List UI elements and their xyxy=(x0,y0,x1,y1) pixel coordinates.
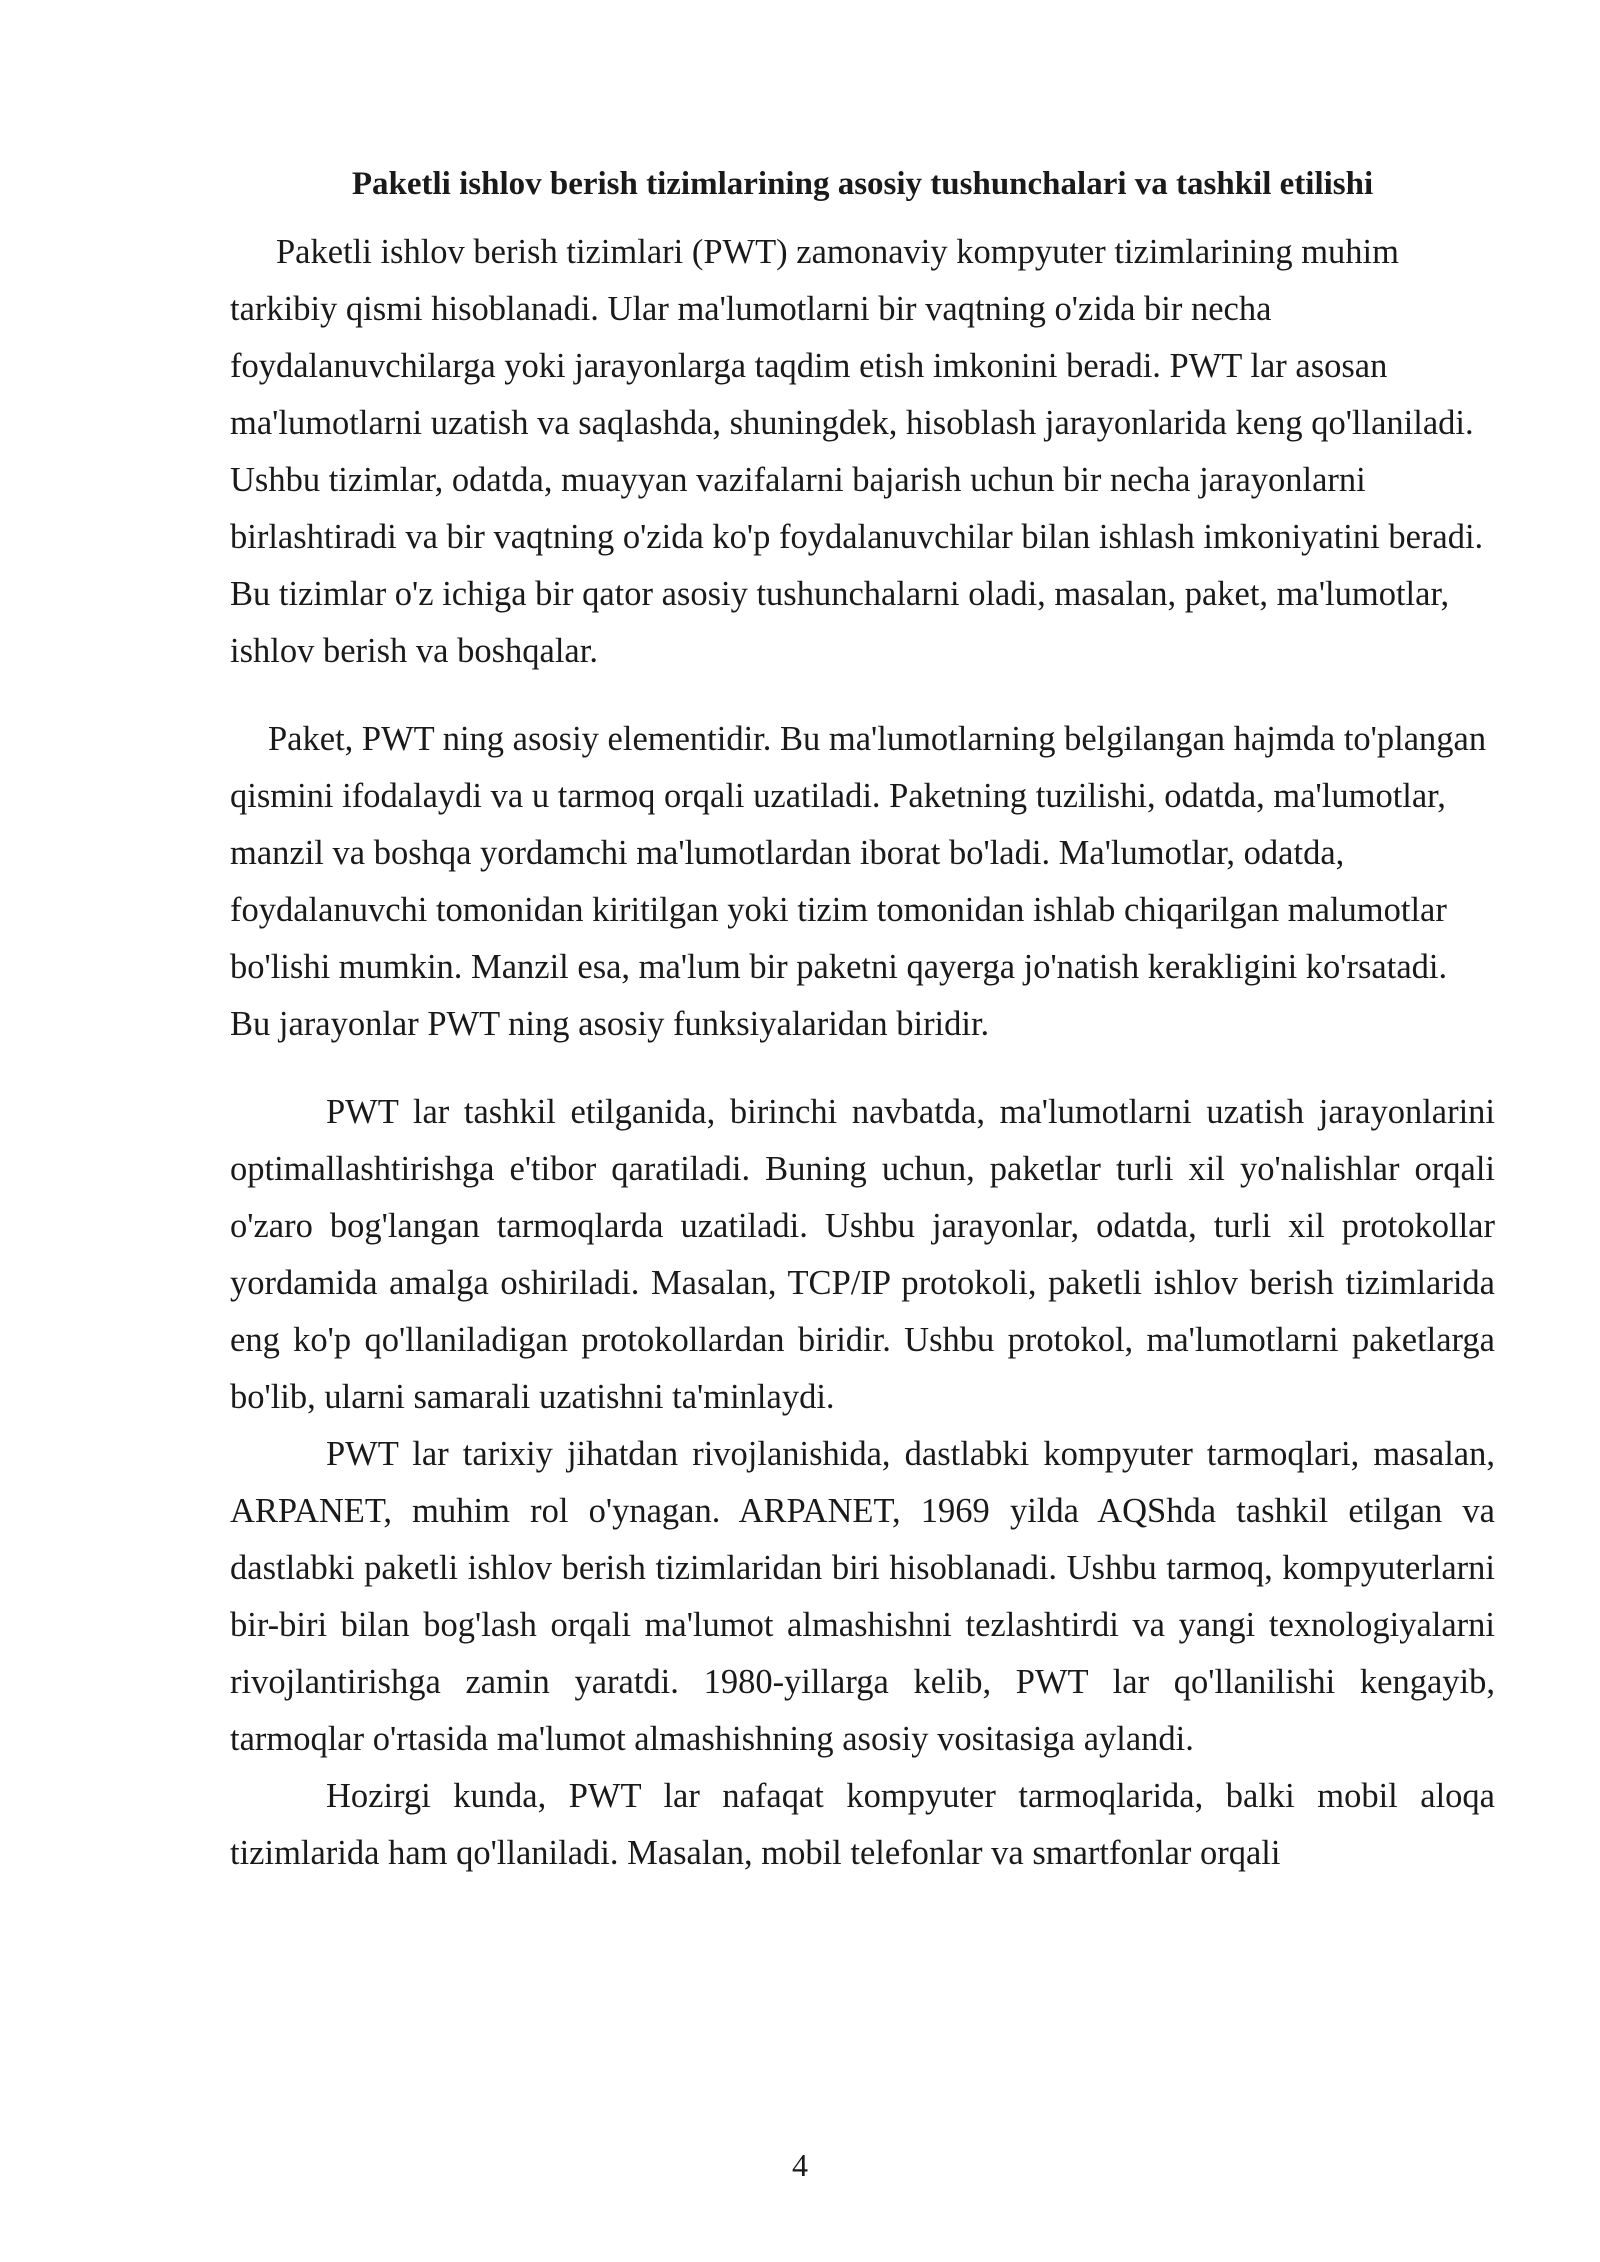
page-number: 4 xyxy=(792,2147,808,2183)
paragraph-2: Paket, PWT ning asosiy elementidir. Bu ma'lumotlarning belgilangan hajmda to'plangan qismini ifodalaydi va u tarmoq orqali uzatiladi. Paketning tuzilishi, odatda, ma'lumotlar, manzil va boshqa yordamchi ma'lumotlardan iborat bo'ladi. Ma'lumotlar, odatda, foydalanuvchi tomonidan kiritilgan yoki tizim tomonidan ishlab chiqarilgan malumotlar bo'lishi mumkin. Manzil esa, ma'lum bir paketni qayerga jo'natish kerakligini ko'rsatadi. Bu jarayonlar PWT ning asosiy funksiyalaridan biridir. xyxy=(230,720,1487,1043)
document-page xyxy=(230,150,1495,1882)
paragraph-3: PWT lar tashkil etilganida, birinchi navbatda, ma'lumotlarni uzatish jarayonlarini optimallashtirishga e'tibor qaratiladi. Buning uchun, paketlar turli xil yo'nalishlar orqali o'zaro bog'langan tarmoqlarda uzatiladi. Ushbu jarayonlar, odatda, turli xil protokollar yordamida amalga oshiriladi. Masalan, TCP/IP protokoli, paketli ishlov berish tizimlarida eng ko'p qo'llaniladigan protokollardan biridir. Ushbu protokol, ma'lumotlarni paketlarga bo'lib, ularni samarali uzatishni ta'minlaydi. xyxy=(230,1093,1495,1416)
document-title: Paketli ishlov berish tizimlarining asosiy tushunchalari va tashkil etilishi xyxy=(351,166,1374,202)
paragraph-1: Paketli ishlov berish tizimlari (PWT) zamonaviy kompyuter tizimlarining muhim tarkibiy qismi hisoblanadi. Ular ma'lumotlarni bir vaqtning o'zida bir necha foydalanuvchilarga yoki jarayonlarga taqdim etish imkonini beradi. PWT lar asosan ma'lumotlarni uzatish va saqlashda, shuningdek, hisoblash jarayonlarida keng qo'llaniladi. Ushbu tizimlar, odatda, muayyan vazifalarni bajarish uchun bir necha jarayonlarni birlashtiradi va bir vaqtning o'zida ko'p foydalanuvchilar bilan ishlash imkoniyatini beradi. Bu tizimlar o'z ichiga bir qator asosiy tushunchalarni oladi, masalan, paket, ma'lumotlar, ishlov berish va boshqalar. xyxy=(230,233,1484,670)
paragraph-4: PWT lar tarixiy jihatdan rivojlanishida, dastlabki kompyuter tarmoqlari, masalan, ARPANET, muhim rol o'ynagan. ARPANET, 1969 yilda AQShda tashkil etilgan va dastlabki paketli ishlov berish tizimlaridan biri hisoblanadi. Ushbu tarmoq, kompyuterlarni bir-biri bilan bog'lash orqali ma'lumot almashishni tezlashtirdi va yangi texnologiyalarni rivojlantirishga zamin yaratdi. 1980-yillarga kelib, PWT lar qo'llanilishi kengayib, tarmoqlar o'rtasida ma'lumot almashishning asosiy vositasiga aylandi. xyxy=(230,1435,1495,1758)
paragraph-5: Hozirgi kunda, PWT lar nafaqat kompyuter tarmoqlarida, balki mobil aloqa tizimlarida ham qo'llaniladi. Masalan, mobil telefonlar va smartfonlar orqali xyxy=(230,1777,1495,1872)
